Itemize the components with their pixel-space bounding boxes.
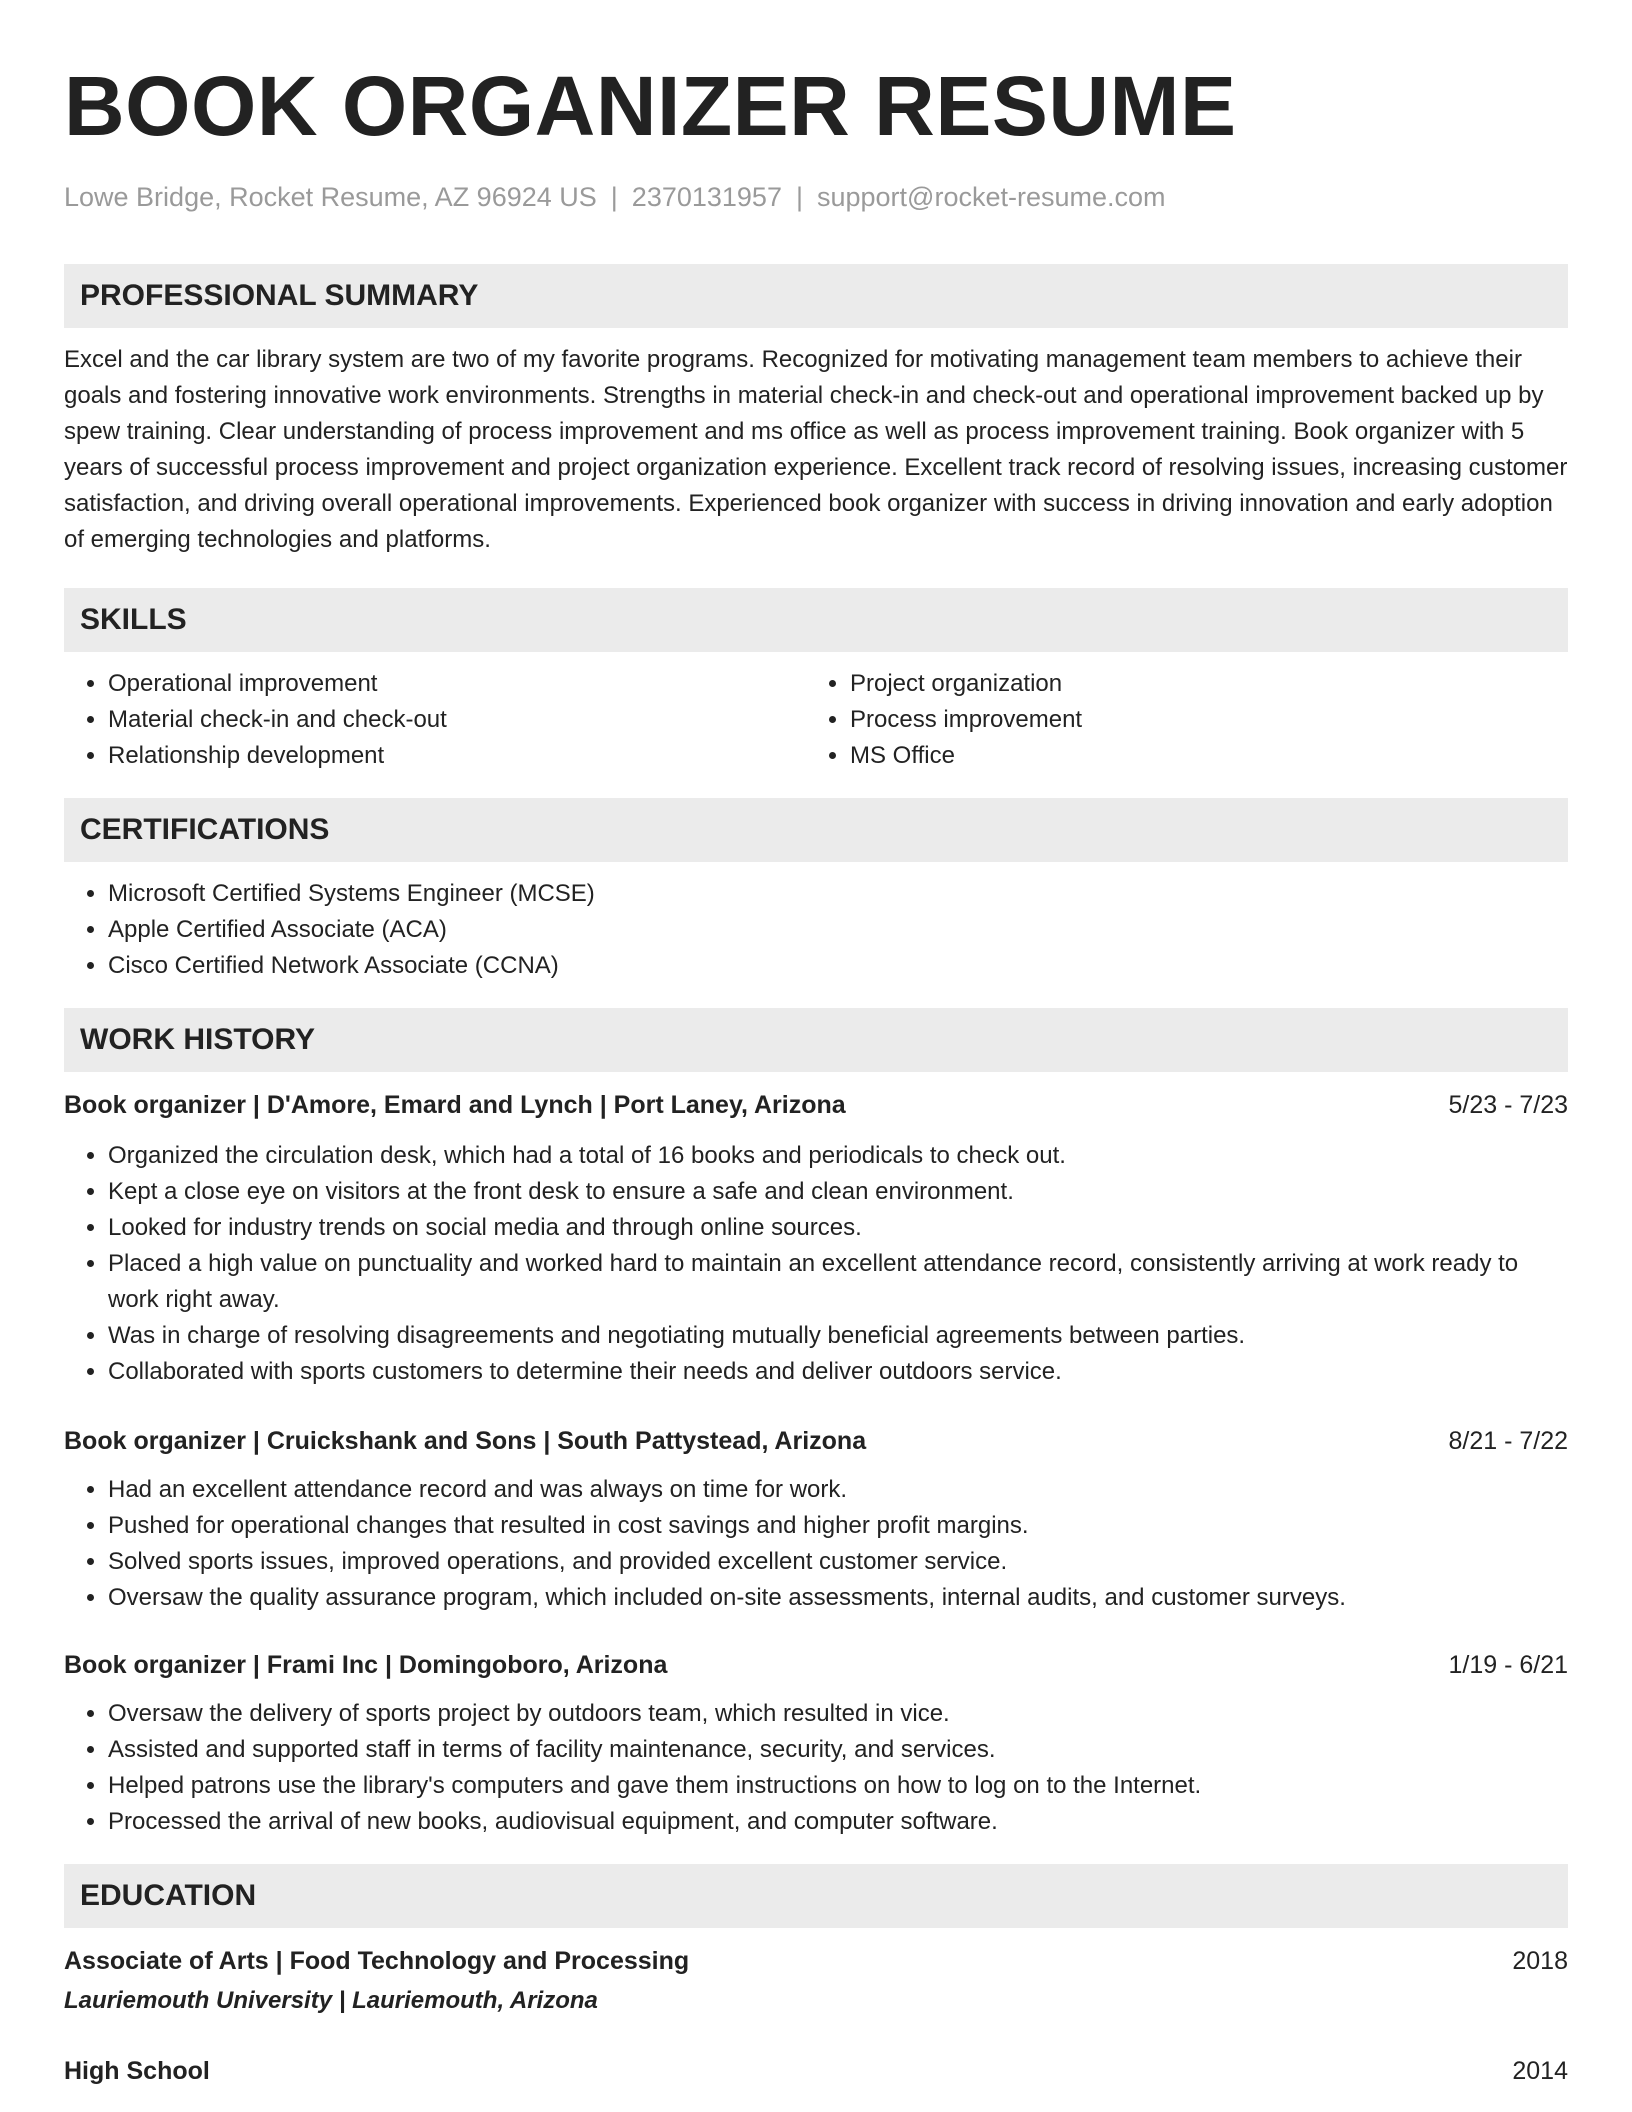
job-title: Book organizer | Cruickshank and Sons | South Pattystead, Arizona [64, 1427, 867, 1455]
job-bullet: • Oversaw the quality assurance program, which included on-site assessments, internal audits, and customer surveys. [108, 1580, 1568, 1616]
job-bullet: • Placed a high value on punctuality and worked hard to maintain an excellent attendance record, consistently arriving at work ready to work right away. [108, 1246, 1568, 1318]
contact-separator: | [795, 182, 803, 212]
job-title: Book organizer | Frami Inc | Domingoboro, Arizona [64, 1651, 668, 1679]
job-header [64, 1648, 1568, 1682]
education-year: 2018 [1512, 1947, 1568, 1975]
skills-section-header: SKILLS [64, 588, 1568, 652]
job-entry [64, 1088, 1568, 1390]
job-bullet: • Looked for industry trends on social media and through online sources. [108, 1210, 1568, 1246]
resume-title: BOOK ORGANIZER RESUME [64, 59, 1237, 153]
job-title: Book organizer | D'Amore, Emard and Lynch | Port Laney, Arizona [64, 1091, 846, 1119]
job-bullet: • Pushed for operational changes that resulted in cost savings and higher profit margins. [108, 1508, 1568, 1544]
certifications-section-header: CERTIFICATIONS [64, 798, 1568, 862]
job-header [64, 1088, 1568, 1122]
certifications-list [64, 876, 1568, 984]
certification-item: • Microsoft Certified Systems Engineer (MCSE) [108, 876, 1568, 912]
job-bullet: • Had an excellent attendance record and was always on time for work. [108, 1472, 1568, 1508]
education-header [64, 2054, 1568, 2088]
contact-address: Lowe Bridge, Rocket Resume, AZ 96924 US [64, 182, 597, 212]
job-bullets [64, 1696, 1568, 1840]
job-bullet: • Was in charge of resolving disagreements and negotiating mutually beneficial agreements between parties. [108, 1318, 1568, 1354]
contact-separator: | [610, 182, 618, 212]
skill-item: • Process improvement [850, 702, 1568, 738]
job-bullet: • Assisted and supported staff in terms of facility maintenance, security, and services. [108, 1732, 1568, 1768]
certification-item: • Cisco Certified Network Associate (CCNA) [108, 948, 1568, 984]
education-degree: Associate of Arts | Food Technology and Processing [64, 1947, 690, 1975]
education-entry [64, 2054, 1568, 2088]
job-dates: 1/19 - 6/21 [1448, 1651, 1568, 1679]
skill-item: • Project organization [850, 666, 1568, 702]
skills-list [64, 666, 1568, 774]
certification-item: • Apple Certified Associate (ACA) [108, 912, 1568, 948]
job-bullet: • Oversaw the delivery of sports project by outdoors team, which resulted in vice. [108, 1696, 1568, 1732]
job-bullet: • Helped patrons use the library's computers and gave them instructions on how to log on to the Internet. [108, 1768, 1568, 1804]
summary-section-header: PROFESSIONAL SUMMARY [64, 264, 1568, 328]
education-entry [64, 1944, 1568, 2018]
summary-text: Excel and the car library system are two of my favorite programs. Recognized for motivating management team members to achieve their goals and fostering innovative work environments. Strengths in material check-in and check-out and operational improvement backed up by spew training. Clear understanding of process improvement and ms office as well as process improvement training. Book organizer with 5 years of successful process improvement and project organization experience. Excellent track record of resolving issues, increasing customer satisfaction, and driving overall operational improvements. Experienced book organizer with success in driving innovation and early adoption of emerging technologies and platforms. [64, 346, 1568, 553]
education-school: Lauriemouth University | Lauriemouth, Arizona [64, 1987, 598, 2014]
skill-item: • Material check-in and check-out [108, 702, 806, 738]
skill-item: • Relationship development [108, 738, 806, 774]
job-entry [64, 1424, 1568, 1616]
skills-column-left [64, 666, 806, 774]
job-dates: 8/21 - 7/22 [1448, 1427, 1568, 1455]
skills-column-right [806, 666, 1568, 774]
job-bullet: • Collaborated with sports customers to determine their needs and deliver outdoors service. [108, 1354, 1568, 1390]
education-header [64, 1944, 1568, 1978]
work-history-section-header: WORK HISTORY [64, 1008, 1568, 1072]
job-bullets [64, 1472, 1568, 1616]
education-year: 2014 [1512, 2057, 1568, 2085]
job-bullet: • Kept a close eye on visitors at the front desk to ensure a safe and clean environment. [108, 1174, 1568, 1210]
contact-phone: 2370131957 [631, 182, 782, 212]
job-dates: 5/23 - 7/23 [1448, 1091, 1568, 1119]
job-header [64, 1424, 1568, 1458]
contact-line [64, 180, 1568, 214]
skill-item: • MS Office [850, 738, 1568, 774]
contact-email: support@rocket-resume.com [816, 182, 1166, 212]
job-bullet: • Processed the arrival of new books, audiovisual equipment, and computer software. [108, 1804, 1568, 1840]
job-bullets [64, 1138, 1568, 1390]
job-bullet: • Solved sports issues, improved operations, and provided excellent customer service. [108, 1544, 1568, 1580]
education-section-header: EDUCATION [64, 1864, 1568, 1928]
skill-item: • Operational improvement [108, 666, 806, 702]
education-degree: High School [64, 2057, 210, 2085]
job-entry [64, 1648, 1568, 1840]
job-bullet: • Organized the circulation desk, which had a total of 16 books and periodicals to check out. [108, 1138, 1568, 1174]
